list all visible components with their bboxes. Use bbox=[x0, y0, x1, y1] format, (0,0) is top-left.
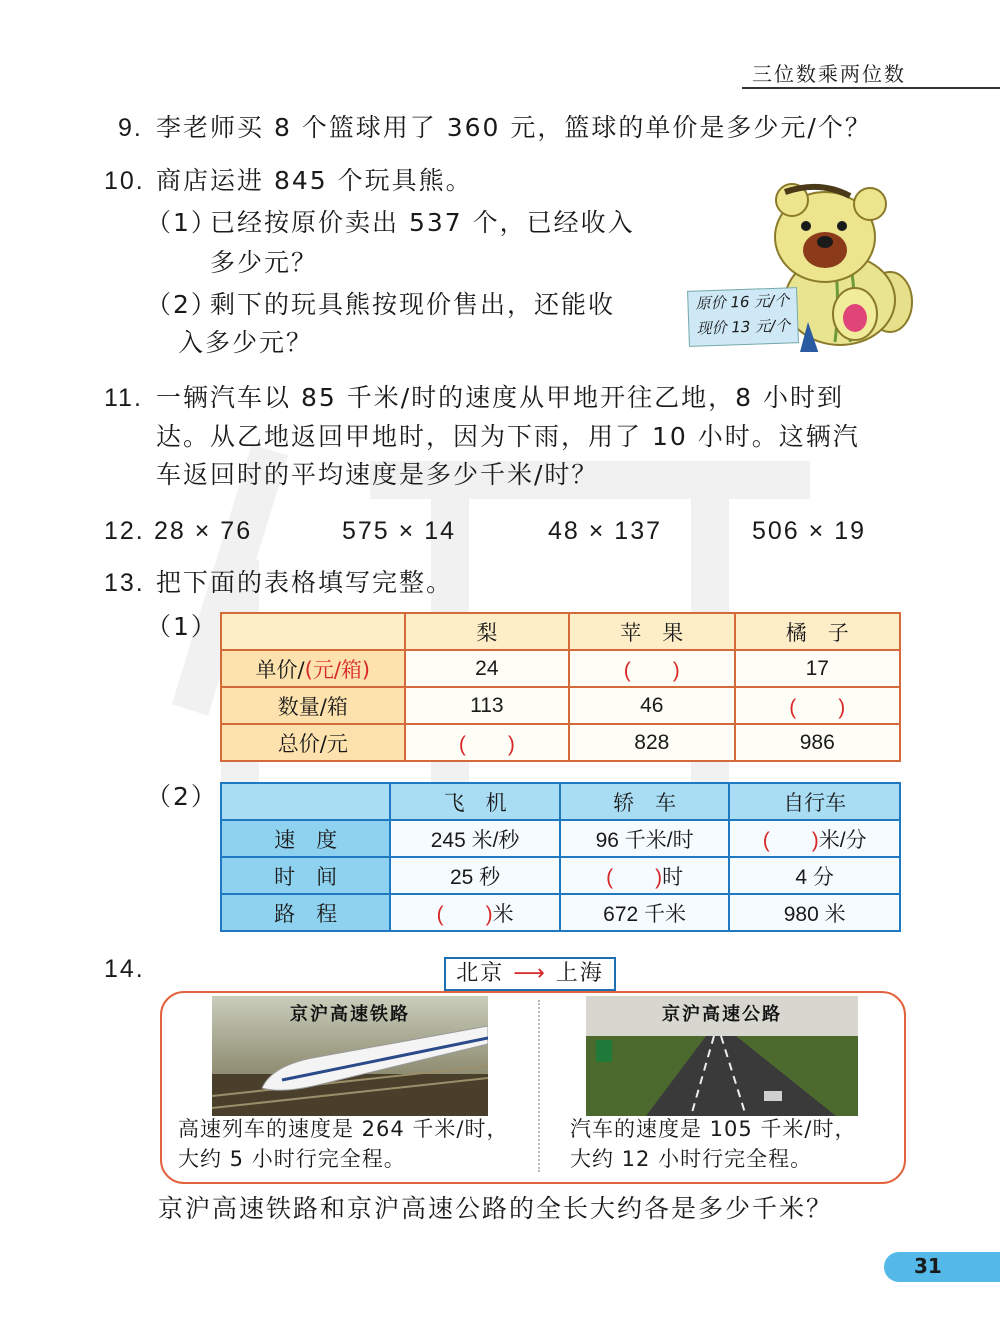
blank-cell[interactable]: ( ) bbox=[735, 687, 900, 724]
table-row bbox=[221, 857, 900, 894]
q11-number: 11. bbox=[104, 384, 143, 412]
page-number-tab bbox=[884, 1252, 1000, 1282]
table-cell: 986 bbox=[735, 724, 900, 761]
cell-value: 米/分 bbox=[818, 828, 867, 852]
table-header-cell bbox=[221, 613, 405, 650]
q10-sub2-line1: 剩下的玩具熊按现价售出，还能收 bbox=[210, 290, 616, 319]
blank-cell[interactable]: ( ) bbox=[405, 724, 569, 761]
table-cell bbox=[729, 820, 900, 857]
cell-value: 25 秒 bbox=[449, 865, 501, 889]
table-header-cell: 飞 机 bbox=[390, 783, 560, 820]
q10-text: 商店运进 845 个玩具熊。 bbox=[156, 166, 473, 195]
q10-sub1-line1: 已经按原价卖出 537 个，已经收入 bbox=[210, 208, 635, 237]
table-cell bbox=[729, 857, 900, 894]
table-cell: 828 bbox=[569, 724, 734, 761]
table-header-cell: 梨 bbox=[405, 613, 569, 650]
row-header: 数量/箱 bbox=[221, 687, 405, 724]
table-row bbox=[221, 820, 900, 857]
highway-photo bbox=[586, 996, 858, 1116]
table-cell bbox=[390, 857, 560, 894]
table-cell bbox=[390, 820, 560, 857]
row-header: 总价/元 bbox=[221, 724, 405, 761]
q12-item: 28 × 76 bbox=[154, 517, 253, 545]
row-header-text: 单价/ bbox=[255, 657, 305, 682]
q9-text: 李老师买 8 个篮球用了 360 元，篮球的单价是多少元/个？ bbox=[156, 113, 872, 142]
blank[interactable]: ( ) bbox=[606, 865, 663, 889]
table-cell: 46 bbox=[569, 687, 734, 724]
table-header-cell: 橘 子 bbox=[735, 613, 900, 650]
row-header: 路 程 bbox=[221, 894, 390, 931]
table-header-cell: 轿 车 bbox=[560, 783, 730, 820]
right-caption-line2: 大约 12 小时行完全程。 bbox=[570, 1147, 813, 1171]
q12-number: 12. bbox=[104, 517, 145, 545]
table-cell bbox=[390, 894, 560, 931]
route-label bbox=[444, 957, 616, 991]
table-cell bbox=[560, 857, 730, 894]
table-header-cell: 苹 果 bbox=[569, 613, 734, 650]
q10-sub1-line2: 多少元？ bbox=[210, 248, 319, 277]
train-photo bbox=[212, 996, 488, 1116]
q11-line3: 车返回时的平均速度是多少千米/时？ bbox=[156, 460, 599, 489]
table-cell bbox=[560, 894, 730, 931]
row-header: 速 度 bbox=[221, 820, 390, 857]
info-divider bbox=[538, 1000, 540, 1172]
cell-value: 4 分 bbox=[795, 865, 834, 889]
cell-value: 96 千米/时 bbox=[595, 828, 694, 852]
speed-table bbox=[220, 782, 901, 932]
q10-sub1-label: （1） bbox=[146, 208, 218, 237]
route-to: 上海 bbox=[555, 961, 604, 986]
row-header-unit: (元/箱) bbox=[304, 657, 371, 682]
q9-number: 9. bbox=[118, 114, 143, 142]
blank-cell[interactable]: ( ) bbox=[569, 650, 734, 687]
q10-sub2-line2: 入多少元？ bbox=[178, 328, 314, 357]
price-sign-line2: 现价 13 元/个 bbox=[696, 316, 791, 338]
route-from: 北京 bbox=[456, 961, 505, 986]
q10-sub2-label: （2） bbox=[146, 290, 218, 319]
left-caption-line1: 高速列车的速度是 264 千米/时， bbox=[178, 1117, 509, 1141]
unit-price-table bbox=[220, 612, 901, 762]
q11-line1: 一辆汽车以 85 千米/时的速度从甲地开往乙地，8 小时到 bbox=[156, 383, 844, 412]
table-row bbox=[221, 687, 900, 724]
left-caption-line2: 大约 5 小时行完全程。 bbox=[178, 1147, 406, 1171]
table2-label: （2） bbox=[146, 782, 218, 811]
q13-number: 13. bbox=[104, 569, 145, 597]
table-cell bbox=[560, 820, 730, 857]
table-cell bbox=[729, 894, 900, 931]
table1-label: （1） bbox=[146, 612, 218, 641]
table-row bbox=[221, 724, 900, 761]
q12-item: 506 × 19 bbox=[752, 517, 867, 545]
price-sign-line1: 原价 16 元/个 bbox=[695, 291, 790, 313]
cell-value: 米 bbox=[492, 902, 514, 926]
row-header: 时 间 bbox=[221, 857, 390, 894]
right-photo-title: 京沪高速公路 bbox=[662, 1004, 782, 1025]
header-rule bbox=[742, 87, 1000, 89]
q12-item: 48 × 137 bbox=[548, 517, 663, 545]
table-row bbox=[221, 894, 900, 931]
left-photo-title: 京沪高速铁路 bbox=[290, 1004, 410, 1025]
table-header-row bbox=[221, 783, 900, 820]
cell-value: 980 米 bbox=[783, 902, 846, 926]
table-cell: 24 bbox=[405, 650, 569, 687]
blank[interactable]: ( ) bbox=[762, 828, 819, 852]
row-header bbox=[221, 650, 405, 687]
q14-number: 14. bbox=[104, 955, 145, 983]
table-header-cell: 自行车 bbox=[729, 783, 900, 820]
right-caption-line1: 汽车的速度是 105 千米/时， bbox=[570, 1117, 857, 1141]
q10-number: 10. bbox=[104, 167, 145, 195]
cell-value: 时 bbox=[662, 865, 684, 889]
q12-item: 575 × 14 bbox=[342, 517, 457, 545]
table-row bbox=[221, 650, 900, 687]
table-header-cell bbox=[221, 783, 390, 820]
q11-line2: 达。从乙地返回甲地时，因为下雨，用了 10 小时。这辆汽 bbox=[156, 422, 860, 451]
table-cell: 17 bbox=[735, 650, 900, 687]
blank[interactable]: ( ) bbox=[436, 902, 493, 926]
q14-question: 京沪高速铁路和京沪高速公路的全长大约各是多少千米？ bbox=[158, 1194, 834, 1223]
page-number: 31 bbox=[914, 1254, 942, 1278]
price-sign bbox=[687, 287, 799, 347]
arrow-icon: ⟶ bbox=[513, 961, 547, 986]
table-header-row bbox=[221, 613, 900, 650]
section-title: 三位数乘两位数 bbox=[752, 62, 906, 86]
table-cell: 113 bbox=[405, 687, 569, 724]
cell-value: 245 米/秒 bbox=[430, 828, 520, 852]
cell-value: 672 千米 bbox=[603, 902, 687, 926]
q13-text: 把下面的表格填写完整。 bbox=[156, 568, 454, 597]
